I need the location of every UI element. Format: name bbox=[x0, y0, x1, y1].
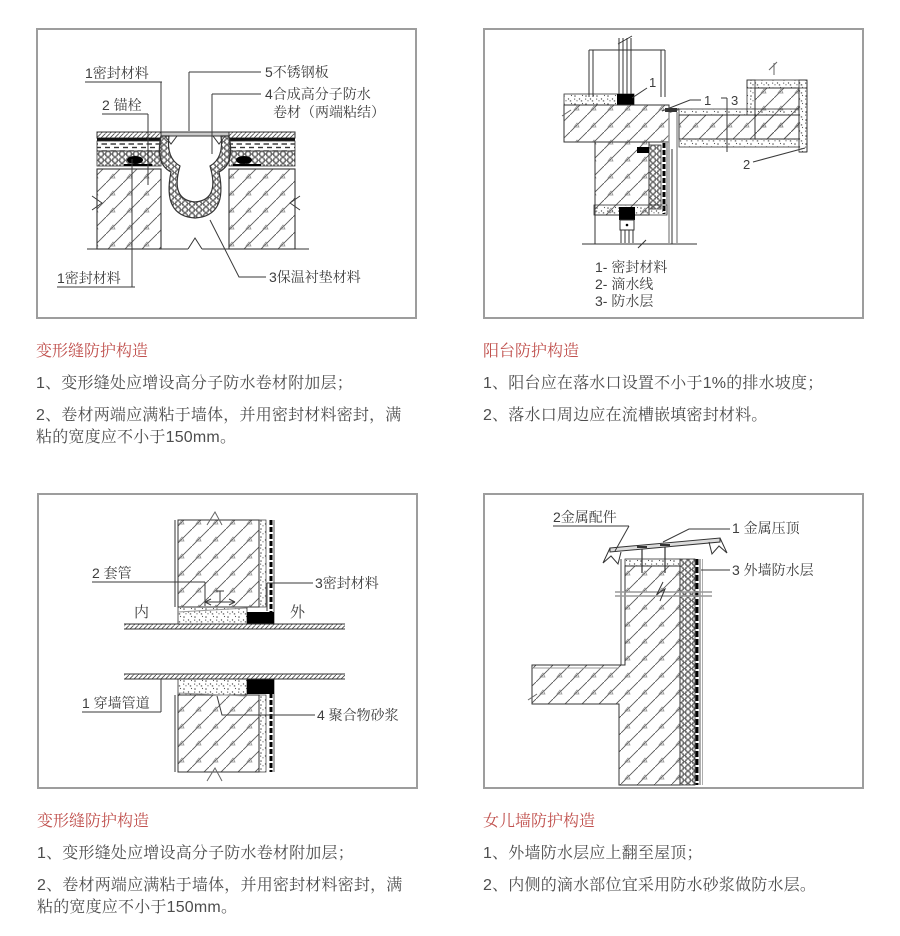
figure-balcony bbox=[483, 28, 864, 319]
wall-top-bedding bbox=[625, 559, 680, 566]
note-1: 1、变形缝处应增设高分子防水卷材附加层； bbox=[36, 375, 353, 392]
note-2: 2、落水口周边应在流槽嵌填密封材料。 bbox=[483, 406, 768, 424]
label-seal-bottom: 1密封材料 bbox=[57, 270, 121, 286]
note-1: 1、阳台应在落水口设置不小于1%的排水坡度； bbox=[483, 375, 824, 392]
roof-band-layers bbox=[97, 132, 295, 169]
figure-deformation-joint bbox=[36, 28, 417, 319]
note-2: 2、卷材两端应满粘于墙体，并用密封材料密封，满粘的宽度应不小于150mm。 bbox=[37, 876, 403, 917]
door-sill-sealant bbox=[617, 94, 634, 105]
parapet-wall-and-roof-slab bbox=[532, 566, 680, 785]
label-sealant: 3密封材料 bbox=[315, 575, 379, 591]
section-heading: 阳台防护构造 bbox=[483, 343, 580, 360]
label-seal-top: 1密封材料 bbox=[85, 65, 149, 81]
figure-pipe-through-wall bbox=[37, 493, 418, 789]
notes-deformation-joint bbox=[36, 338, 428, 459]
drain-pipe bbox=[669, 112, 677, 244]
exterior-waterproof-membrane bbox=[697, 559, 703, 785]
note-2: 2、内侧的滴水部位宜采用防水砂浆做防水层。 bbox=[483, 876, 817, 894]
callout-2: 2 bbox=[743, 157, 751, 172]
label-pipe: 1 穿墙管道 bbox=[82, 695, 150, 711]
label-exterior-waterproof: 3 外墙防水层 bbox=[732, 562, 814, 578]
deformation-joint-drawing bbox=[38, 30, 415, 317]
label-inner-side: 内 bbox=[134, 604, 150, 621]
legend-item-1: 1- 密封材料 bbox=[595, 259, 668, 275]
callout-1b: 1 bbox=[704, 93, 712, 108]
callout-3: 3 bbox=[731, 93, 739, 108]
stainless-steel-plate bbox=[161, 132, 229, 144]
section-heading: 女儿墙防护构造 bbox=[483, 813, 596, 830]
concrete-structure bbox=[564, 88, 799, 215]
exterior-insulation bbox=[680, 559, 695, 785]
notes-pipe-wall bbox=[37, 808, 429, 929]
label-membrane-line1: 4合成高分子防水 bbox=[265, 86, 371, 102]
legend-item-2: 2- 滴水线 bbox=[595, 276, 654, 292]
pipe bbox=[124, 624, 345, 679]
label-outer-side: 外 bbox=[290, 604, 306, 621]
legend-item-3: 3- 防水层 bbox=[595, 293, 654, 309]
balcony-drawing bbox=[485, 30, 862, 317]
section-heading: 变形缝防护构造 bbox=[36, 343, 149, 360]
label-insulation: 3保温衬垫材料 bbox=[269, 269, 361, 285]
notes-parapet bbox=[483, 808, 875, 906]
sleeve-mortar bbox=[178, 607, 274, 696]
notes-balcony bbox=[483, 338, 875, 436]
section-heading: 变形缝防护构造 bbox=[37, 813, 150, 830]
callout-1a: 1 bbox=[649, 75, 657, 90]
note-1: 1、外墙防水层应上翻至屋顶； bbox=[483, 845, 703, 862]
note-1: 1、变形缝处应增设高分子防水卷材附加层； bbox=[37, 845, 354, 862]
label-membrane-line2: 卷材（两端粘结） bbox=[273, 104, 385, 120]
label-sleeve: 2 套管 bbox=[92, 565, 132, 581]
insulation-u-liner bbox=[159, 136, 230, 218]
label-anchor: 2 锚栓 bbox=[102, 97, 142, 113]
note-2: 2、卷材两端应满粘于墙体，并用密封材料密封，满粘的宽度应不小于150mm。 bbox=[36, 406, 402, 447]
figure-parapet bbox=[483, 493, 864, 789]
parapet-drawing bbox=[485, 495, 862, 787]
label-polymer-mortar: 4 聚合物砂浆 bbox=[317, 707, 399, 723]
label-steel-plate: 5不锈钢板 bbox=[265, 64, 329, 80]
label-metal-coping: 1 金属压顶 bbox=[732, 520, 800, 536]
label-metal-fitting: 2金属配件 bbox=[553, 509, 617, 525]
pipe-through-wall-drawing bbox=[39, 495, 416, 787]
